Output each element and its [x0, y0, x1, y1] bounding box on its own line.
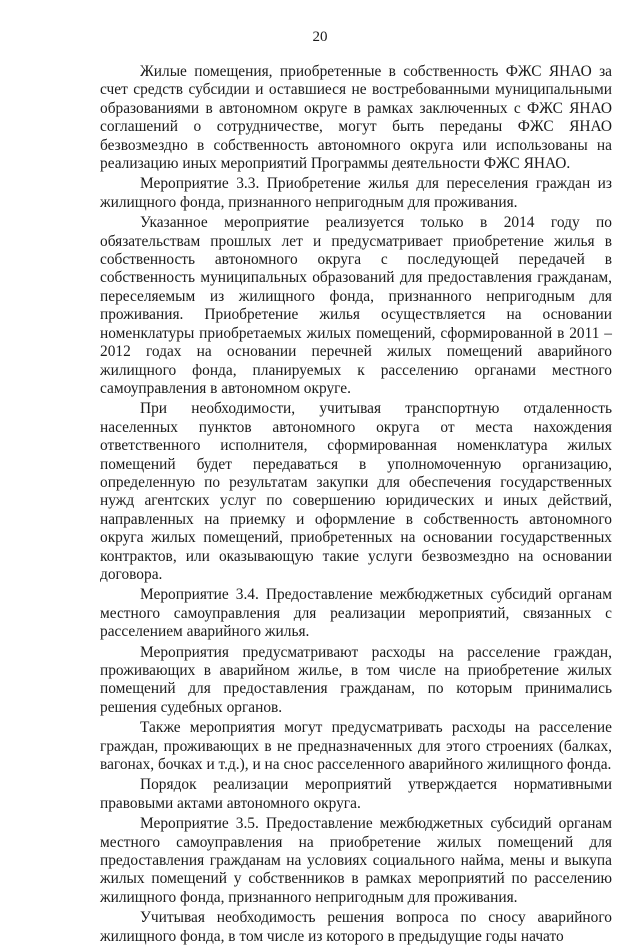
paragraph: Порядок реализации мероприятий утверждается нормативными правовыми актами автономного округа. [100, 776, 612, 812]
document-body [100, 63, 612, 948]
paragraph: Мероприятие 3.5. Предоставление межбюджетных субсидий органам местного самоуправления на приобретение жилых помещений для предоставления гражданам на условиях социального найма, мены и выкупа жилых помещений у собственников в рамках мероприятий по расселению жилищного фонда, признанного непригодным для проживания. [100, 815, 612, 906]
paragraph: Мероприятие 3.3. Приобретение жилья для переселения граждан из жилищного фонда, признанного непригодным для проживания. [100, 175, 612, 211]
paragraph: Мероприятия предусматривают расходы на расселение граждан, проживающих в аварийном жилье, в том числе на приобретение жилых помещений для предоставления гражданам, по которым принимались решения судебных органов. [100, 643, 612, 716]
paragraph: Учитывая необходимость решения вопроса по сносу аварийного жилищного фонда, в том числе из которого в предыдущие годы начато [100, 909, 612, 945]
page-number: 20 [312, 29, 328, 45]
paragraph: Также мероприятия могут предусматривать расходы на расселение граждан, проживающих в не предназначенных для этого строениях (балках, вагонах, бочках и т.д.), и на снос расселенного аварийного жилищного фонда. [100, 719, 612, 774]
paragraph: Мероприятие 3.4. Предоставление межбюджетных субсидий органам местного самоуправления для реализации мероприятий, связанных с расселением аварийного жилья. [100, 586, 612, 641]
paragraph: Указанное мероприятие реализуется только в 2014 году по обязательствам прошлых лет и предусматривает приобретение жилья в собственность автономного округа с последующей передачей в собственность муниципальных образований для предоставления гражданам, переселяемым из жилищного фонда, признанного непригодным для проживания. Приобретение жилья осуществляется на основании номенклатуры приобретаемых жилых помещений, сформированной в 2011 – 2012 годах на основании перечней жилых помещений аварийного жилищного фонда, планируемых к расселению органами местного самоуправления в автономном округе. [100, 214, 612, 397]
paragraph: При необходимости, учитывая транспортную отдаленность населенных пунктов автономного округа от места нахождения ответственного исполнителя, сформированная номенклатура жилых помещений будет передаваться в уполномоченную организацию, определенную по результатам закупки для обеспечения государственных нужд агентских услуг по совершению юридических и иных действий, направленных на приемку и оформление в собственность автономного округа жилых помещений, приобретенных на основании государственных контрактов, или оказывающую такие услуги безвозмездно на основании договора. [100, 400, 612, 583]
paragraph: Жилые помещения, приобретенные в собственность ФЖС ЯНАО за счет средств субсидии и оставшиеся не востребованными муниципальными образованиями в автономном округе в рамках заключенных с ФЖС ЯНАО соглашений о сотрудничестве, могут быть переданы ФЖС ЯНАО безвозмездно в собственность автономного округа или использованы на реализацию иных мероприятий Программы деятельности ФЖС ЯНАО. [100, 63, 612, 173]
